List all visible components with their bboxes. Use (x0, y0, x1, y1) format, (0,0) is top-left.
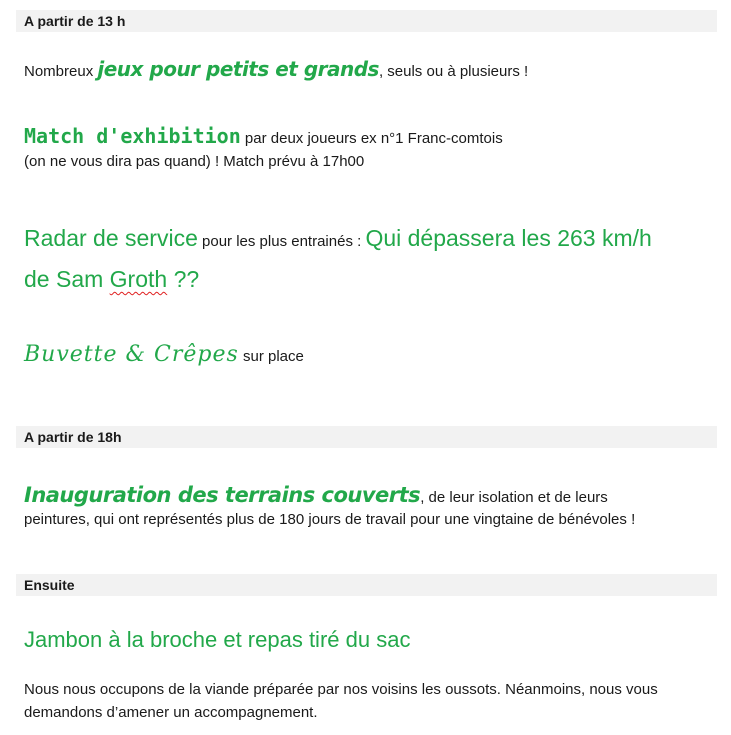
radar-line2-start: de Sam (24, 266, 110, 292)
buvette-paragraph (24, 342, 304, 367)
inauguration-highlight: Inauguration des terrains couverts (24, 483, 421, 507)
radar-highlight2: Qui dépassera les 263 km/h (365, 225, 652, 251)
section-header-13h (16, 10, 717, 32)
inauguration-line2: peintures, qui ont représentés plus de 180 jours de travail pour une vingtaine de bénévoles ! (24, 511, 636, 528)
inauguration-paragraph (24, 483, 608, 507)
section-header-18h (16, 426, 717, 448)
jambon-line1: Nous nous occupons de la viande préparée par nos voisins les oussots. Néanmoins, nous vous (24, 681, 658, 698)
match-paragraph (24, 124, 503, 148)
radar-line2-end: ?? (167, 266, 200, 292)
games-paragraph (24, 57, 528, 81)
section-header-ensuite (16, 574, 717, 596)
match-highlight: Match d'exhibition (24, 124, 241, 148)
match-line2: (on ne vous dira pas quand) ! Match prévu à 17h00 (24, 153, 365, 170)
jambon-heading: Jambon à la broche et repas tiré du sac (24, 627, 411, 652)
jambon-line2: demandons d’amener un accompagnement. (24, 704, 318, 721)
match-tail: par deux joueurs ex n°1 Franc-comtois (240, 130, 503, 147)
radar-line2-name: Groth (109, 266, 168, 292)
buvette-highlight: Buvette & Crêpes (24, 342, 239, 367)
games-tail: , seuls ou à plusieurs ! (378, 63, 529, 80)
radar-middle: pour les plus entrainés : (197, 233, 366, 250)
radar-highlight: Radar de service (24, 225, 198, 251)
games-lead: Nombreux (24, 63, 98, 80)
radar-paragraph (24, 225, 652, 252)
section-header-13h-label: A partir de 13 h (24, 13, 126, 29)
games-highlight: jeux pour petits et grands (97, 57, 379, 81)
section-header-ensuite-label: Ensuite (24, 577, 75, 593)
section-header-18h-label: A partir de 18h (24, 429, 122, 445)
inauguration-tail: , de leur isolation et de leurs (420, 489, 608, 506)
radar-line2 (24, 266, 199, 293)
buvette-tail: sur place (238, 348, 304, 365)
